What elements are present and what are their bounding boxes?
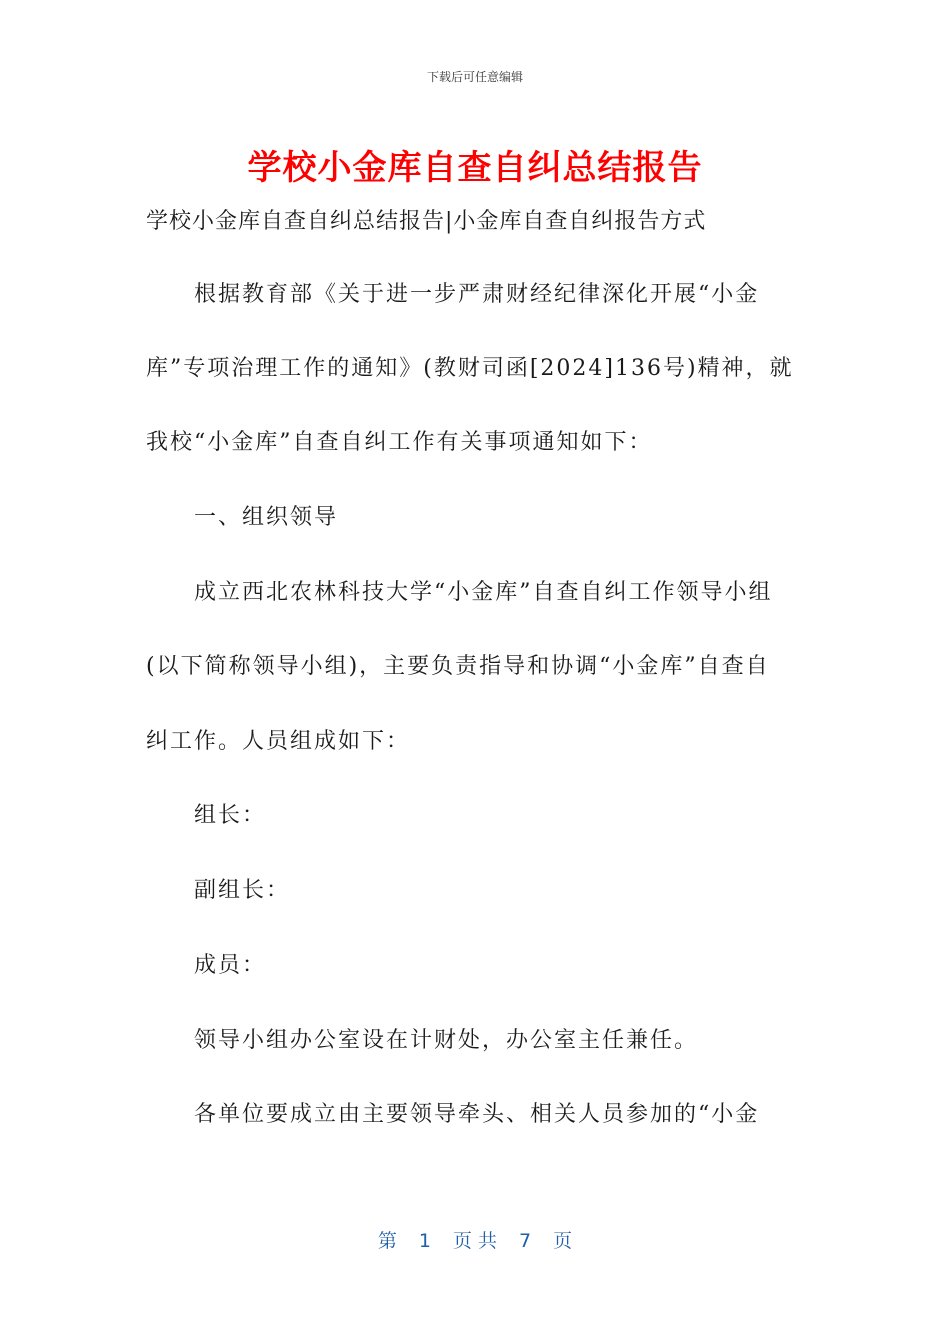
role-leader: 组长： (194, 803, 267, 828)
paragraph-line: 各单位要成立由主要领导牵头、相关人员参加的“小金 (194, 1102, 760, 1127)
paragraph-line: 成立西北农林科技大学“小金库”自查自纠工作领导小组 (194, 580, 773, 605)
paragraph-line: (以下简称领导小组)，主要负责指导和协调“小金库”自查自 (146, 654, 770, 679)
role-members: 成员： (194, 953, 267, 978)
footer-total-pages: 7 (519, 1230, 532, 1252)
document-subtitle: 学校小金库自查自纠总结报告|小金库自查自纠报告方式 (146, 209, 707, 234)
footer-suffix: 页 (553, 1230, 573, 1252)
footer-middle: 页 共 (452, 1230, 498, 1252)
role-deputy-leader: 副组长： (194, 878, 291, 903)
paragraph-line: 纠工作。人员组成如下： (146, 729, 411, 754)
paragraph-line: 我校“小金库”自查自纠工作有关事项通知如下： (146, 430, 653, 455)
document-title: 学校小金库自查自纠总结报告 (247, 148, 703, 188)
section-heading: 一、组织领导 (194, 505, 339, 530)
paragraph-line: 库”专项治理工作的通知》(教财司函[2024]136号)精神，就 (146, 356, 794, 381)
header-note: 下载后可任意编辑 (426, 70, 523, 84)
footer-prefix: 第 (377, 1230, 397, 1252)
paragraph-line: 领导小组办公室设在计财处，办公室主任兼任。 (194, 1028, 699, 1053)
paragraph-line: 根据教育部《关于进一步严肃财经纪律深化开展“小金 (194, 282, 760, 307)
footer-current-page: 1 (418, 1230, 431, 1252)
page-footer (0, 1226, 950, 1253)
